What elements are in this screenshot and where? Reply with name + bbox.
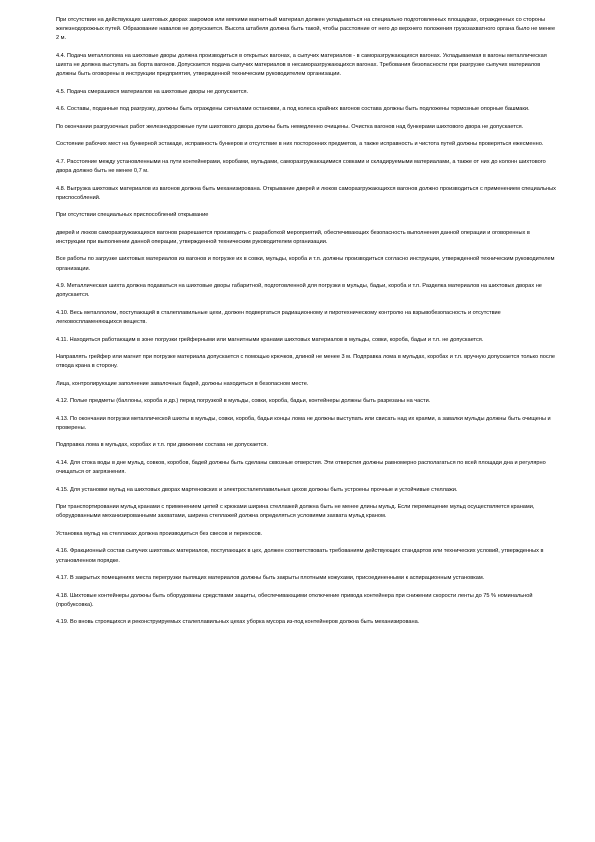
paragraph: При отсутствии на действующих шихтовых дворах закромов или мягкими магнитный материал должен укладываться на специально подготовленных площадках, огражденных со стороны железнодорожных путей. Образование навалов не допускается. Высота штабеля должна быть такой, чтобы расстояние от него до верхнего положения грузозахватного органа было не менее 2 м. <box>56 17 556 42</box>
paragraph: Подправка лома в мульдах, коробах и т.п. при движении состава не допускается. <box>56 442 268 449</box>
paragraph: 4.11. Находиться работающим в зоне погрузки грейферными или магнитными кранами шихтовых материалов в мульды, совки, короба, бадьи и т.п. не допускается. <box>56 336 484 343</box>
paragraph: Состояние рабочих мест на бункерной эстакаде, исправность бункеров и отсутствие в них посторонних предметов, а также исправность и чистота путей должны проверяться ежесменно. <box>56 141 544 148</box>
paragraph: Все работы по загрузке шихтовых материалов из вагонов и погрузке их в совки, мульды, короба и т.п. должны производиться согласно инструкции, утвержденной техническим руководителем организации. <box>56 256 555 272</box>
paragraph: Установка мульд на стеллажах должна производиться без свесов и перекосов. <box>56 530 263 537</box>
paragraph: При транспортировании мульд кранами с применением цепей с крюками ширина стеллажей должна быть не менее длины мульд. Если перемещение мульд осуществляется кранами, оборудованными механизированными захватами, ширина стеллажей должна определяться условиями захвата мульд краном. <box>56 504 535 520</box>
paragraph: По окончании разгрузочных работ железнодорожные пути шихтового двора должны быть немедленно очищены. Очистка вагонов над бункерами шихтового двора не допускается. <box>56 123 524 130</box>
paragraph: 4.15. Для установки мульд на шихтовых дворах мартеновских и электросталеплавильных цехов должны быть устроены прочные и устойчивые стеллажи. <box>56 486 458 493</box>
paragraph: 4.16. Фракционный состав сыпучих шихтовых материалов, поступающих в цех, должен соответствовать требованиям действующих стандартов или технических условий, утвержденных в установленном порядке. <box>56 548 544 564</box>
paragraph: Лица, контролирующие заполнение завалочных бадей, должны находиться в безопасном месте. <box>56 380 309 387</box>
paragraph: 4.9. Металлическая шихта должна подаваться на шихтовые дворы габаритной, подготовленной для погрузки в мульды, бадьи, короба и т.п. Разделка материалов на шихтовых дворах не допускается. <box>56 283 542 299</box>
paragraph: 4.10. Весь металлолом, поступающий в сталеплавильные цехи, должен подвергаться радиационному и пиротехническому контролю на взрывобезопасность и отсутствие легковоспламеняющихся веществ. <box>56 309 501 326</box>
paragraph: При отсутствии специальных приспособлений открывание <box>56 212 209 219</box>
paragraph: 4.18. Шихтовые контейнеры должны быть оборудованы средствами защиты, обеспечивающими отключение привода контейнера при снижении скорости ленты до 75 % номинальной (пробуксовка). <box>56 592 533 608</box>
paragraph: 4.13. По окончании погрузки металлической шихты в мульды, совки, короба, бадьи концы лома не должны выступать или свисать над их краями, а завалки мульды должны быть очищены и проверены. <box>56 415 551 431</box>
paragraph: 4.6. Составы, поданные под разгрузку, должны быть ограждены сигналами остановки, а под колеса крайних вагонов состава должны быть подложены тормозные опорные башмаки. <box>56 106 530 113</box>
paragraph: 4.4. Подача металлолома на шихтовые дворы должна производиться в открытых вагонах, а сыпучих материалов - в саморазгружающихся вагонах. Укладываемая в вагоны металлическая шихта не должна выступать за борта вагонов. Допускается подача сыпучих материалов в несаморазгружающихся вагонах. Требования безопасности при разгрузке сыпучих материалов должны быть оговорены в инструкции предприятия, утвержденной техническим руководителем организации. <box>56 52 547 78</box>
paragraph: 4.19. Во вновь строящихся и реконструируемых сталеплавильных цехах уборка мусора из-под контейнеров должна быть механизирована. <box>56 619 420 626</box>
paragraph: 4.14. Для стока воды в дне мульд, совков, коробов, бадей должны быть сделаны сквозные отверстия. Эти отверстия должны равномерно располагаться по всей площади дна и регулярно очищаться от загрязнения. <box>56 459 546 476</box>
paragraph: дверей и люков саморазгружающихся вагонов разрешается производить с разработкой мероприятий, обеспечивающих безопасность выполнения данной операции и оговоренных в инструкции при выполнении данной операции, утвержденной техническим руководителем организации. <box>56 229 530 245</box>
paragraph: Направлять грейфер или магнит при погрузке материала допускается с помощью крючков, длиной не менее 3 м. Подправка лома в мульдах, коробах и т.п. вручную допускается только после отвода крана в сторону. <box>56 354 556 370</box>
paragraph: 4.17. В закрытых помещениях места перегрузки пылящих материалов должны быть закрыты плотными кожухами, присоединенными к аспирационным установкам. <box>56 575 485 582</box>
paragraph: 4.5. Подача смерзшихся материалов на шихтовые дворы не допускается. <box>56 88 249 95</box>
paragraph: 4.7. Расстояние между установленными на пути контейнерами, коробами, мульдами, саморазгружающимися совками и складируемыми материалами, а также от них до колонн шихтового двора должно быть не менее 0,7 м. <box>56 158 546 175</box>
paragraph: 4.8. Выгрузка шихтовых материалов из вагонов должна быть механизирована. Открывание дверей и люков саморазгружающихся вагонов должно производиться с применением специальных приспособлений. <box>56 185 556 201</box>
paragraph: 4.12. Полые предметы (баллоны, короба и др.) перед погрузкой в мульды, совки, короба, бадьи, контейнеры должны быть разрезаны на части. <box>56 398 431 405</box>
